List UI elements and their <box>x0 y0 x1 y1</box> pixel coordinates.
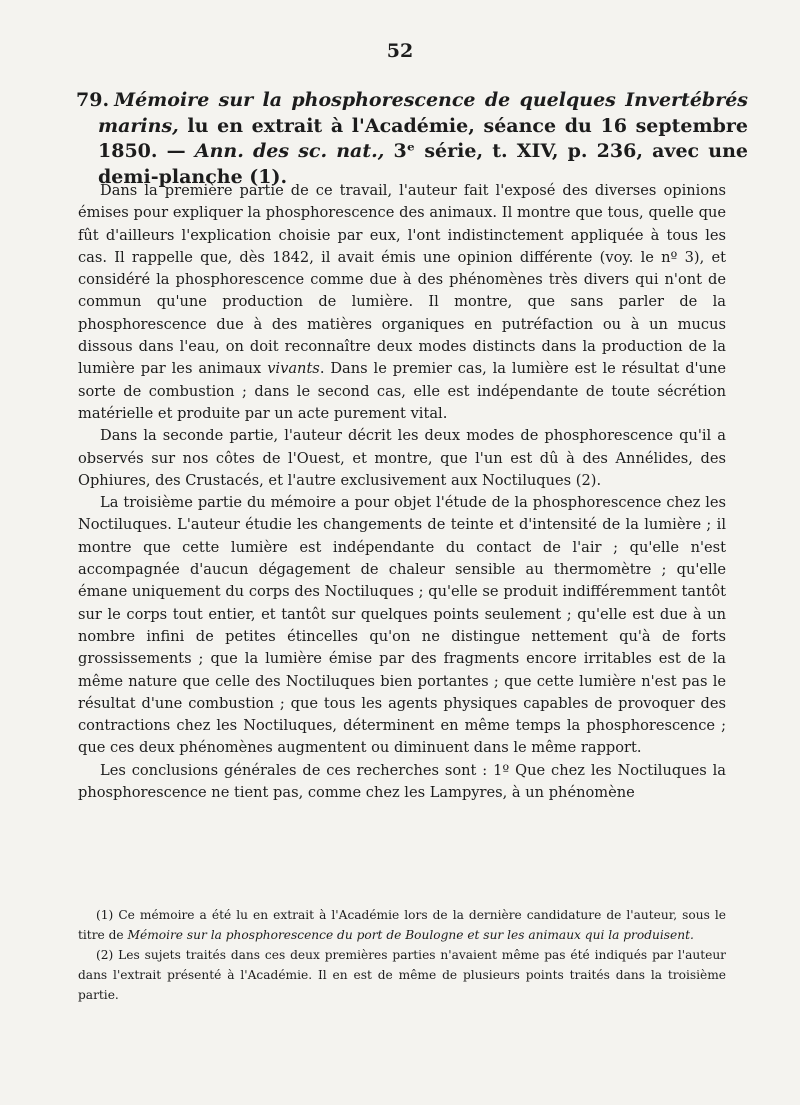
footnote-1-italic: Mémoire sur la phosphorescence du port de Boulogne et sur les animaux qui la produisent. <box>127 928 694 942</box>
paragraph-1-text-b: . Dans le premier cas, la lumière est le résultat d'une sorte de combustion ; dans le second cas, elle est indépendante de toute sécrétion matérielle et produite par un acte purement vital. <box>78 360 727 422</box>
entry-reading-info: lu en extrait à l'Académie, séance du 16 septembre 1850. — <box>98 114 748 162</box>
paragraph-1-text-a: Dans la première partie de ce travail, l'auteur fait l'exposé des diverses opinions émises pour expliquer la phosphorescence des animaux. Il montre que tous, quelle que fût d'ailleurs l'explication choisie par eux, l'ont indistinctement appliquée à tous les cas. Il rappelle que, dès 1842, il avait émis une opinion différente (voy. le nº 3), et considéré la phosphorescence comme due à des phénomènes très divers qui n'ont de commun qu'une production de lumière. Il montre, que sans parler de la phosphorescence due à des matières organiques en putréfaction ou à un mucus dissous dans l'eau, on doit reconnaître deux modes distincts dans la production de la lumière par les animaux <box>78 182 726 378</box>
entry-reference: 3ᵉ série, t. XIV, p. 236, avec une demi-planche (1). <box>98 140 748 188</box>
footnotes <box>78 905 726 1005</box>
footnote-1 <box>78 905 726 945</box>
paragraph-1-italic: vivants <box>267 360 320 378</box>
entry-journal: Ann. des sc. nat., <box>194 140 385 162</box>
entry-number: 79. <box>76 89 110 111</box>
body-text <box>78 180 726 804</box>
paragraph-2: Dans la seconde partie, l'auteur décrit les deux modes de phosphorescence qu'il a observés sur nos côtes de l'Ouest, et montre, que l'un est dû à des Annélides, des Ophiures, des Crustacés, et l'autre exclusivement aux Noctiluques (2). <box>78 427 726 489</box>
bibliography-entry <box>76 88 748 190</box>
entry-title: Mémoire sur la phosphorescence de quelques Invertébrés marins, <box>98 89 748 137</box>
footnote-2: (2) Les sujets traités dans ces deux premières parties n'avaient même pas été indiqués par l'auteur dans l'extrait présenté à l'Académie. Il en est de même de plusieurs points traités dans la troisième partie. <box>78 948 726 1002</box>
paragraph-1 <box>78 180 726 425</box>
paragraph-4: Les conclusions générales de ces recherches sont : 1º Que chez les Noctiluques la phosphorescence ne tient pas, comme chez les Lampyres, à un phénomène <box>78 761 726 802</box>
footnote-1-text: (1) Ce mémoire a été lu en extrait à l'Académie lors de la dernière candidature de l'auteur, sous le titre de <box>78 908 726 942</box>
paragraph-3: La troisième partie du mémoire a pour objet l'étude de la phosphorescence chez les Noctiluques. L'auteur étudie les changements de teinte et d'intensité de la lumière ; il montre que cette lumière est indépendante du contact de l'air ; qu'elle n'est accompagnée d'aucun dégagement de chaleur sensible au thermomètre ; qu'elle émane uniquement du corps des Noctiluques ; qu'elle se produit indifféremment tantôt sur le corps tout entier, et tantôt sur quelques points seulement ; qu'elle est due à un nombre infini de petites étincelles qu'on ne distingue nettement qu'à de forts grossissements ; que la lumière émise par des fragments encore irritables est de la même nature que celle des Noctiluques bien portantes ; que cette lumière n'est pas le résultat d'une combustion ; que tous les agents physiques capables de provoquer des contractions chez les Noctiluques, déterminent en même temps la phosphorescence ; que ces deux phénomènes augmentent ou diminuent dans le même rapport. <box>78 494 726 757</box>
page-number: 52 <box>386 40 414 62</box>
